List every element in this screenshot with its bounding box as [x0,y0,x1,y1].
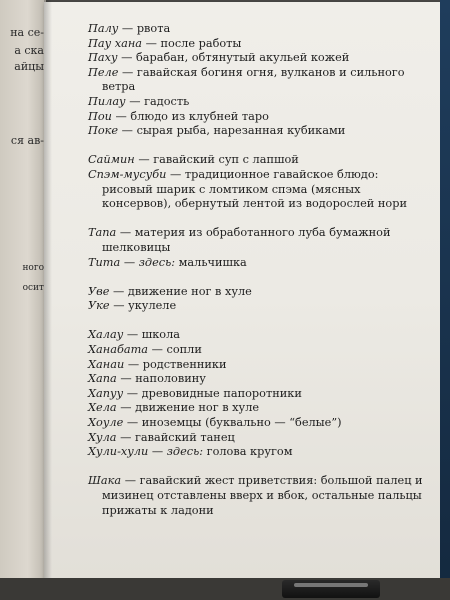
glossary-term: Хапа [88,372,117,386]
glossary [88,22,423,533]
glossary-definition: — гавайский танец [116,430,235,444]
glossary-entry [88,226,423,255]
glossary-term: Ханаи [88,357,125,371]
glossary-entry [88,256,423,271]
glossary-definition: — иноземцы (буквально — “белые”) [123,416,342,430]
book-cover-edge [440,0,450,590]
glossary-term: Уве [88,284,110,298]
glossary-group [88,226,423,270]
glossary-definition: — здесь: мальчишка [120,255,247,269]
glossary-definition: — движение ног в хуле [109,284,252,298]
glossary-definition: — гавайский жест приветствия: большой палец и мизинец отставлены вверх и вбок, остальные пальцы прижаты к ладони [102,474,423,517]
facing-page-text: на се- [10,26,44,39]
facing-page-text: ся ав- [10,134,44,147]
glossary-term: Палу [88,22,119,35]
glossary-entry [88,372,423,387]
glossary-definition: — традиционное гавайское блюдо: рисовый шарик с ломтиком спэма (мясных консервов), обернутый лентой из водорослей нори [102,167,407,211]
glossary-definition: — после работы [142,36,242,50]
glossary-term: Уке [88,299,110,313]
glossary-term: Хапуу [88,386,124,400]
glossary-entry [88,401,423,416]
binder-clip [282,580,380,598]
glossary-entry [88,328,423,343]
glossary-term: Халау [88,328,124,342]
glossary-entry [88,445,423,460]
glossary-term: Ханабата [88,343,149,357]
glossary-term: Саймин [88,153,135,167]
glossary-entry [88,51,423,66]
glossary-group [88,22,423,139]
glossary-entry [88,124,423,139]
glossary-definition: — гадость [125,94,190,108]
glossary-entry [88,474,423,518]
glossary-term: Тапа [88,226,117,240]
glossary-definition: — гавайский суп с лапшой [134,153,299,167]
glossary-term: Поке [88,124,119,138]
glossary-entry [88,299,423,314]
glossary-term: Хула [88,430,117,444]
glossary-definition: — материя из обработанного луба бумажной шелковицы [102,226,391,254]
glossary-term: Шака [88,474,122,488]
glossary-term: Пои [88,109,112,123]
glossary-entry [88,285,423,300]
glossary-entry [88,343,423,358]
glossary-definition: — родственники [124,357,227,371]
glossary-entry [88,110,423,125]
glossary-entry [88,168,423,212]
glossary-term: Пилау [88,94,126,108]
glossary-entry [88,387,423,402]
table-surface [0,578,450,600]
facing-page-text: ного [22,263,44,273]
glossary-term: Хоуле [88,416,124,430]
glossary-entry [88,416,423,431]
glossary-definition: — сопли [148,343,202,357]
glossary-term: Пау хана [88,36,143,50]
glossary-group [88,285,423,314]
facing-page-text: айцы [14,60,44,73]
glossary-group [88,474,423,518]
glossary-definition: — блюдо из клубней таро [111,109,269,123]
glossary-term: Тита [88,255,121,269]
glossary-entry [88,66,423,95]
glossary-definition: — гавайская богиня огня, вулканов и сильного ветра [102,65,405,94]
glossary-term: Пеле [88,65,119,79]
glossary-definition: — древовидные папоротники [123,386,302,400]
glossary-definition: — здесь: голова кругом [148,445,293,459]
glossary-entry [88,431,423,446]
glossary-entry [88,95,423,110]
glossary-definition: — сырая рыба, нарезанная кубиками [118,124,346,138]
glossary-entry [88,153,423,168]
glossary-term: Хела [88,401,117,415]
glossary-entry [88,37,423,52]
glossary-definition: — рвота [118,22,171,35]
facing-page-text: осит [22,283,44,293]
glossary-term: Хули-хули [88,445,149,459]
glossary-term: Спэм-мусуби [88,167,167,181]
glossary-entry [88,22,423,37]
glossary-entry [88,358,423,373]
glossary-definition: — укулеле [109,299,177,313]
glossary-group [88,153,423,211]
glossary-definition: — барабан, обтянутый акульей кожей [117,51,350,65]
glossary-term: Паху [88,51,118,65]
glossary-definition: — наполовину [116,372,206,386]
glossary-definition: — школа [123,328,181,342]
glossary-group [88,328,423,459]
glossary-definition: — движение ног в хуле [116,401,260,415]
facing-page [0,0,46,600]
facing-page-text: а ска [14,44,44,57]
